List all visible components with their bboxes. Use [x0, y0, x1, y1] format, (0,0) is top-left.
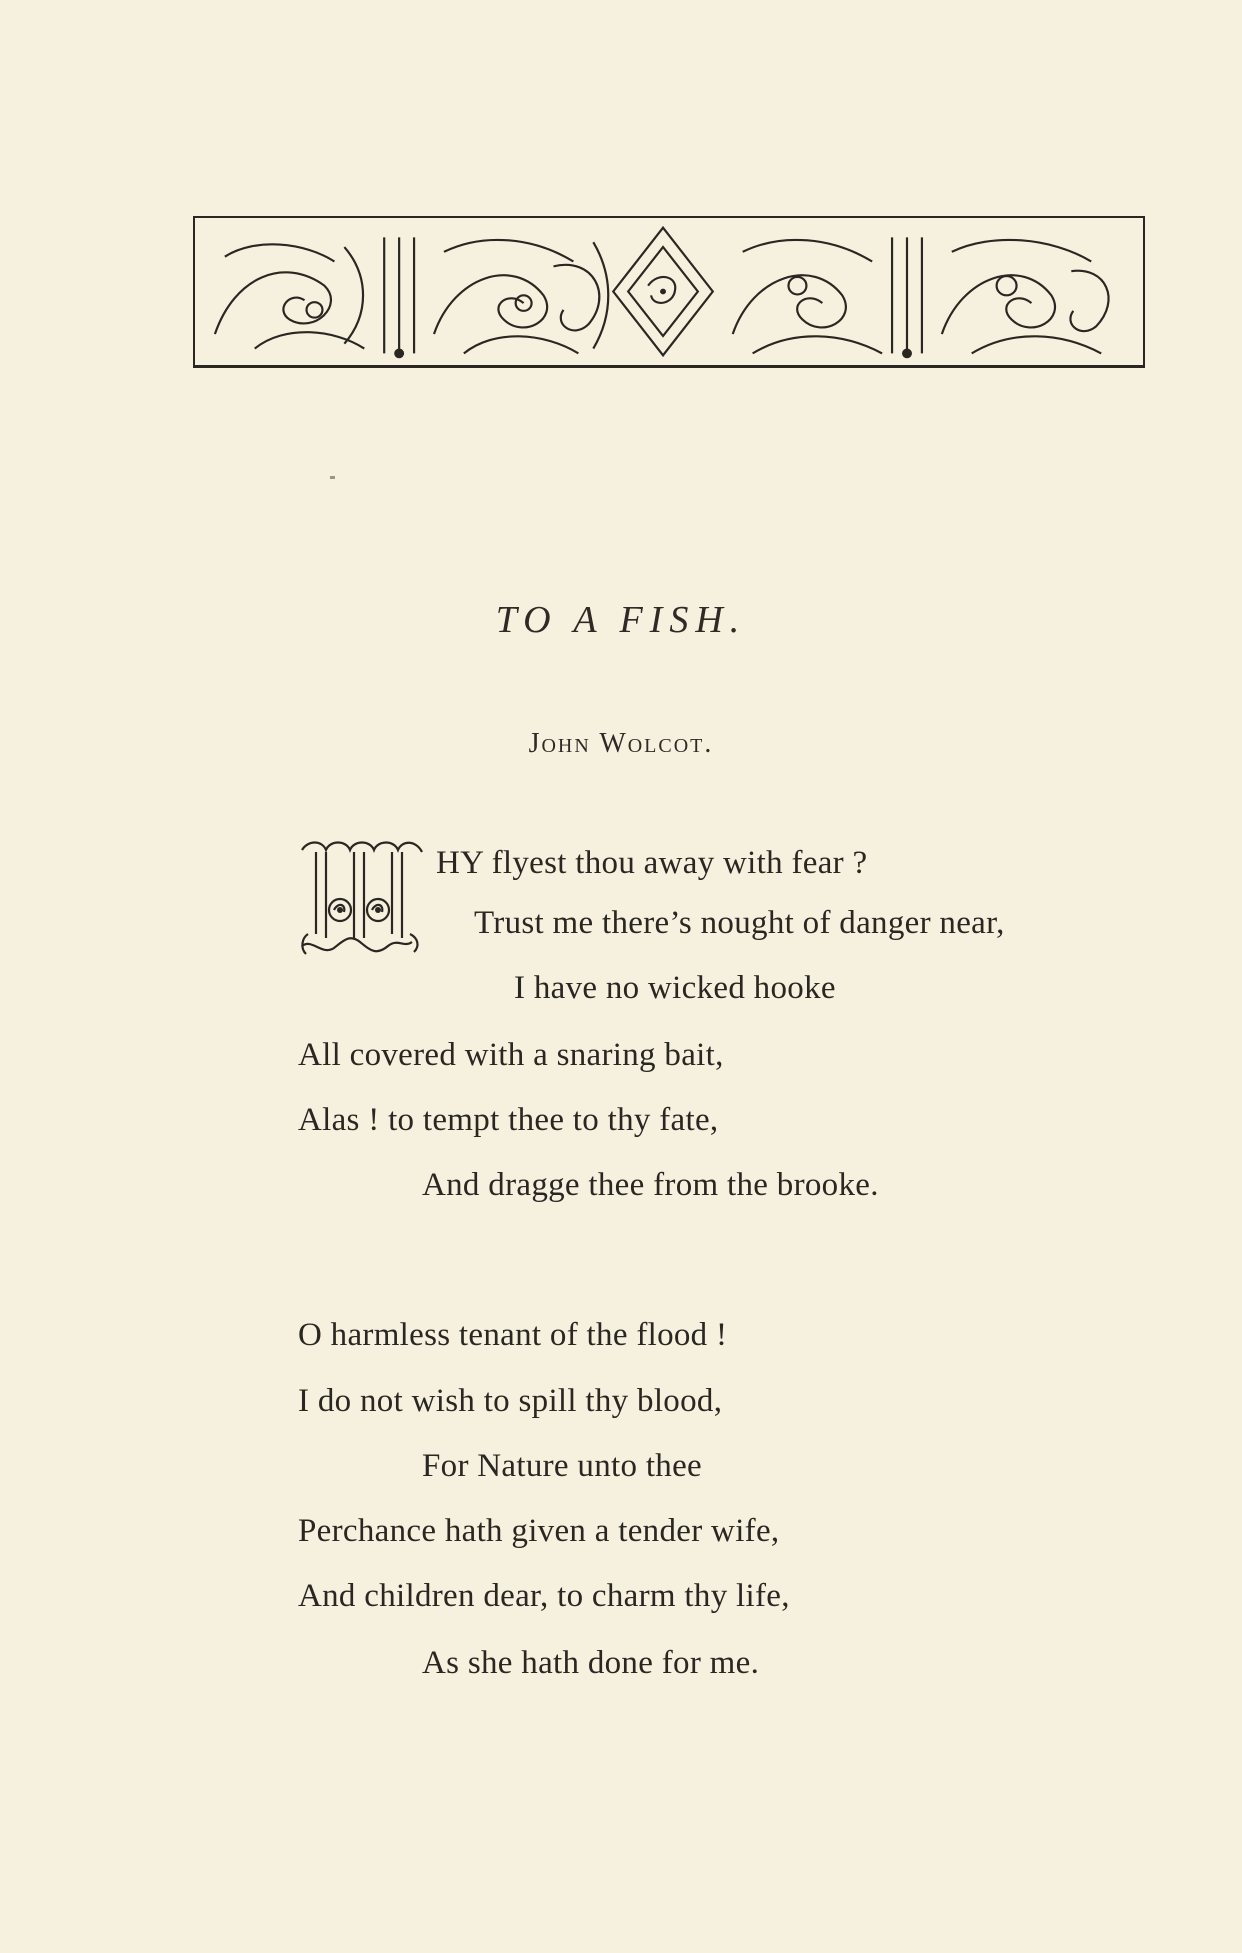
stanza2-line5: And children dear, to charm thy life,	[298, 1578, 790, 1614]
stanza1-line6: And dragge thee from the brooke.	[422, 1167, 879, 1203]
floral-ornament-icon	[195, 218, 1143, 365]
stanza2-line1: O harmless tenant of the flood !	[298, 1317, 728, 1353]
stanza1-line3: I have no wicked hooke	[514, 970, 836, 1006]
drop-cap-ornament-icon	[298, 838, 434, 968]
ornamental-headpiece	[193, 216, 1145, 368]
stanza1-line1: HY flyest thou away with fear ?	[436, 845, 868, 881]
stanza2-line3: For Nature unto thee	[422, 1448, 703, 1484]
drop-cap-w	[298, 838, 434, 968]
poem-title: TO A FISH.	[495, 599, 747, 641]
stanza1-line5: Alas ! to tempt thee to thy fate,	[298, 1102, 719, 1138]
poem-author: John Wolcot.	[528, 728, 714, 759]
ink-speck	[330, 476, 335, 479]
stanza2-line2: I do not wish to spill thy blood,	[298, 1383, 723, 1419]
stanza1-line4: All covered with a snaring bait,	[298, 1037, 724, 1073]
stanza2-line4: Perchance hath given a tender wife,	[298, 1513, 780, 1549]
stanza1-line2: Trust me there’s nought of danger near,	[474, 905, 1005, 941]
stanza2-line6: As she hath done for me.	[422, 1645, 760, 1681]
